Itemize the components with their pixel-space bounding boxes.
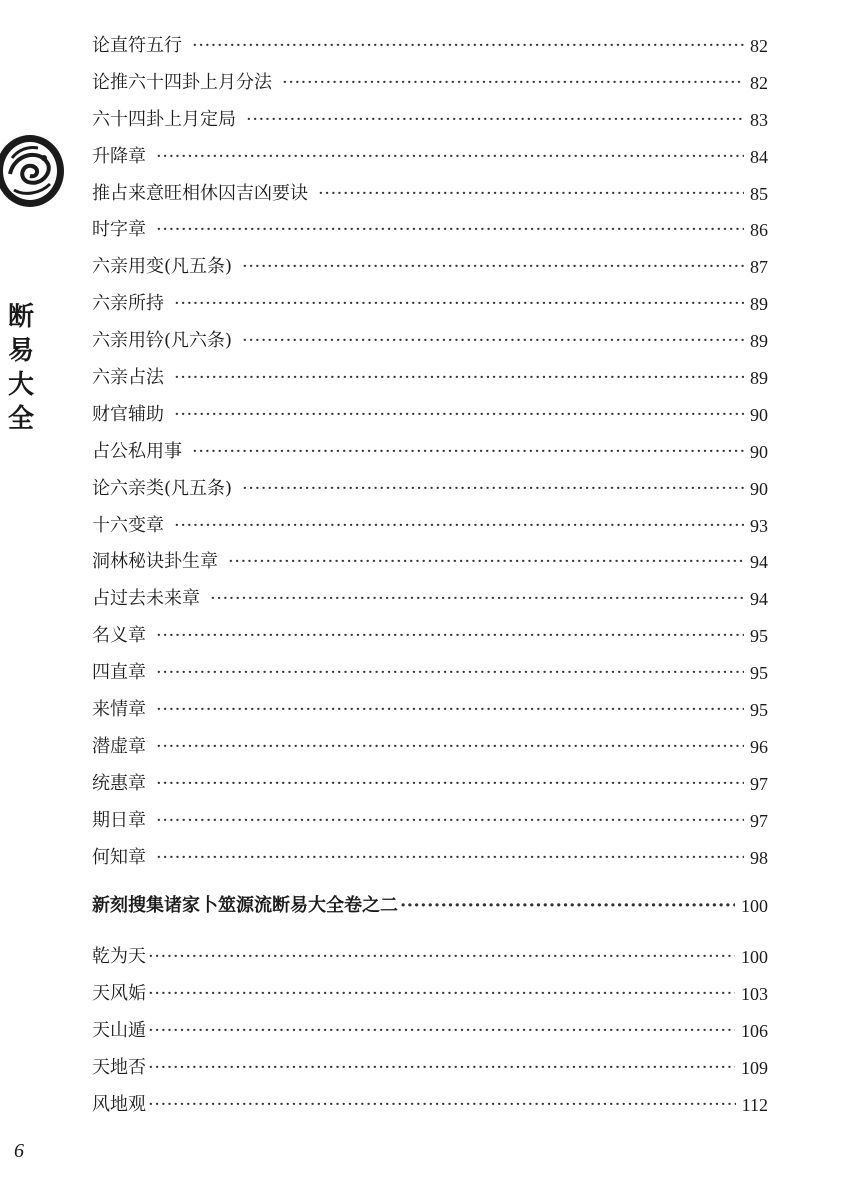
toc-entry-page: 86: [750, 220, 768, 241]
dot-leader: [174, 286, 744, 323]
dot-leader: [246, 102, 744, 139]
toc-entry[interactable]: [92, 1013, 768, 1050]
toc-entry[interactable]: [92, 618, 768, 655]
dot-leader: [156, 212, 744, 249]
toc-entry-page: 96: [750, 736, 768, 757]
toc-entry-page: 94: [750, 552, 768, 573]
dot-leader: [156, 729, 744, 766]
toc-entry-title: 来情章: [92, 699, 146, 721]
toc-entry-page: 97: [750, 773, 768, 794]
dot-leader: [156, 655, 744, 692]
toc-entry[interactable]: [92, 766, 768, 803]
dot-leader: [242, 471, 744, 508]
toc-entry[interactable]: [92, 729, 768, 766]
dot-leader: [156, 692, 744, 729]
toc-entry-page: 90: [750, 478, 768, 499]
toc-entry-page: 109: [741, 1058, 768, 1079]
toc-entry[interactable]: [92, 544, 768, 581]
dot-leader: [148, 939, 735, 976]
dot-leader: [148, 1050, 735, 1087]
toc-entry-title: 潜虚章: [92, 735, 146, 757]
toc-entry-page: 100: [741, 947, 768, 968]
toc-entry-page: 83: [750, 109, 768, 130]
toc-entry-page: 85: [750, 183, 768, 204]
toc-entry-title: 六亲用变(凡五条): [92, 256, 233, 278]
toc-entry[interactable]: [92, 397, 768, 434]
toc-entry[interactable]: [92, 976, 768, 1013]
toc-entry-title: 天山遁: [92, 1020, 146, 1042]
dot-leader: [174, 360, 744, 397]
toc-entry-title: 论推六十四卦上月分法: [92, 71, 272, 93]
toc-entry[interactable]: [92, 249, 768, 286]
dot-leader: [242, 323, 744, 360]
side-title-char: 大: [7, 370, 34, 400]
dot-leader: [156, 766, 744, 803]
toc-entry[interactable]: [92, 176, 768, 213]
toc-entry-title: 何知章: [92, 846, 146, 868]
toc-entry[interactable]: [92, 581, 768, 618]
toc-entry[interactable]: [92, 139, 768, 176]
toc-entry[interactable]: [92, 840, 768, 877]
toc-entry[interactable]: [92, 323, 768, 360]
dot-leader: [228, 544, 744, 581]
dot-leader: [156, 803, 744, 840]
toc-entry-title: 天地否: [92, 1057, 146, 1079]
toc-entry-page: 89: [750, 331, 768, 352]
toc-entry[interactable]: [92, 1050, 768, 1087]
toc-entry[interactable]: [92, 286, 768, 323]
toc-entry[interactable]: [92, 434, 768, 471]
dot-leader: [242, 249, 744, 286]
toc-entry-title: 十六变章: [92, 514, 164, 536]
toc-entry[interactable]: [92, 65, 768, 102]
toc-entry-title: 统惠章: [92, 772, 146, 794]
section-heading[interactable]: [92, 888, 768, 925]
dot-leader: [210, 581, 744, 618]
toc-entry-title: 财官辅助: [92, 403, 164, 425]
toc-entry-page: 106: [741, 1021, 768, 1042]
toc-entry[interactable]: [92, 939, 768, 976]
toc-entry[interactable]: [92, 28, 768, 65]
toc-entry-page: 97: [750, 810, 768, 831]
toc-entry-title: 论六亲类(凡五条): [92, 477, 233, 499]
toc-entry-page: 90: [750, 404, 768, 425]
toc-entry-page: 95: [750, 663, 768, 684]
toc-entry-page: 90: [750, 441, 768, 462]
toc-entry[interactable]: [92, 508, 768, 545]
section-heading-page: 100: [741, 896, 768, 917]
toc-entry-title: 论直符五行: [92, 34, 182, 56]
dot-leader: [156, 618, 744, 655]
side-book-title: [6, 300, 36, 436]
toc-entry-title: 六亲用钤(凡六条): [92, 330, 233, 352]
toc-entry-page: 112: [741, 1094, 768, 1115]
toc-entry-title: 洞林秘诀卦生章: [92, 551, 218, 573]
dot-leader: [192, 28, 744, 65]
dot-leader: [156, 840, 744, 877]
toc-entry-page: 103: [741, 984, 768, 1005]
dot-leader: [148, 1013, 735, 1050]
toc-entry-title: 占公私用事: [92, 440, 182, 462]
toc-entry-title: 升降章: [92, 145, 146, 167]
toc-entry-page: 82: [750, 35, 768, 56]
toc-entry-title: 时字章: [92, 219, 146, 241]
toc-entry-page: 95: [750, 700, 768, 721]
dot-leader: [148, 976, 735, 1013]
toc-entry-title: 乾为天: [92, 946, 146, 968]
side-title-char: 全: [7, 404, 34, 434]
dot-leader: [174, 397, 744, 434]
toc-entry-page: 93: [750, 515, 768, 536]
dot-leader: [174, 508, 744, 545]
toc-entry[interactable]: [92, 692, 768, 729]
dot-leader: [282, 65, 744, 102]
toc-entry-title: 风地观: [92, 1093, 146, 1115]
toc-entry-page: 82: [750, 72, 768, 93]
dot-leader: [148, 1087, 736, 1124]
toc-entry-page: 89: [750, 368, 768, 388]
dot-leader: [156, 139, 744, 176]
toc-entry-page: 94: [750, 589, 768, 610]
toc-entry-title: 占过去未来章: [92, 588, 200, 610]
dragon-emblem-icon: [0, 134, 68, 208]
toc-entry-title: 推占来意旺相休囚吉凶要诀: [92, 182, 308, 204]
toc-entry[interactable]: [92, 102, 768, 139]
toc-entry-title: 天风姤: [92, 983, 146, 1005]
toc-entry-page: 89: [750, 294, 768, 315]
toc-entry[interactable]: [92, 1087, 768, 1124]
toc-entry-title: 六亲占法: [92, 367, 164, 388]
side-title-char: 易: [7, 336, 34, 366]
table-of-contents: [92, 28, 768, 1124]
side-title-char: 断: [7, 302, 34, 332]
dot-leader: [400, 888, 735, 925]
toc-entry-title: 名义章: [92, 625, 146, 647]
toc-entry-page: 84: [750, 146, 768, 167]
page-number: 6: [14, 1140, 24, 1162]
toc-entry-page: 98: [750, 847, 768, 868]
toc-entry[interactable]: [92, 655, 768, 692]
toc-entry[interactable]: [92, 212, 768, 249]
toc-entry[interactable]: [92, 360, 768, 397]
toc-entry-title: 六十四卦上月定局: [92, 108, 236, 130]
toc-entry-page: 87: [750, 257, 768, 278]
toc-entry-title: 四直章: [92, 662, 146, 684]
toc-entry[interactable]: [92, 803, 768, 840]
toc-entry-title: 期日章: [92, 809, 146, 831]
toc-entry[interactable]: [92, 471, 768, 508]
toc-entry-page: 95: [750, 626, 768, 647]
section-heading-title: 新刻搜集诸家卜筮源流断易大全卷之二: [92, 895, 398, 917]
dot-leader: [318, 176, 744, 213]
dot-leader: [192, 434, 744, 471]
toc-entry-title: 六亲所持: [92, 293, 164, 315]
